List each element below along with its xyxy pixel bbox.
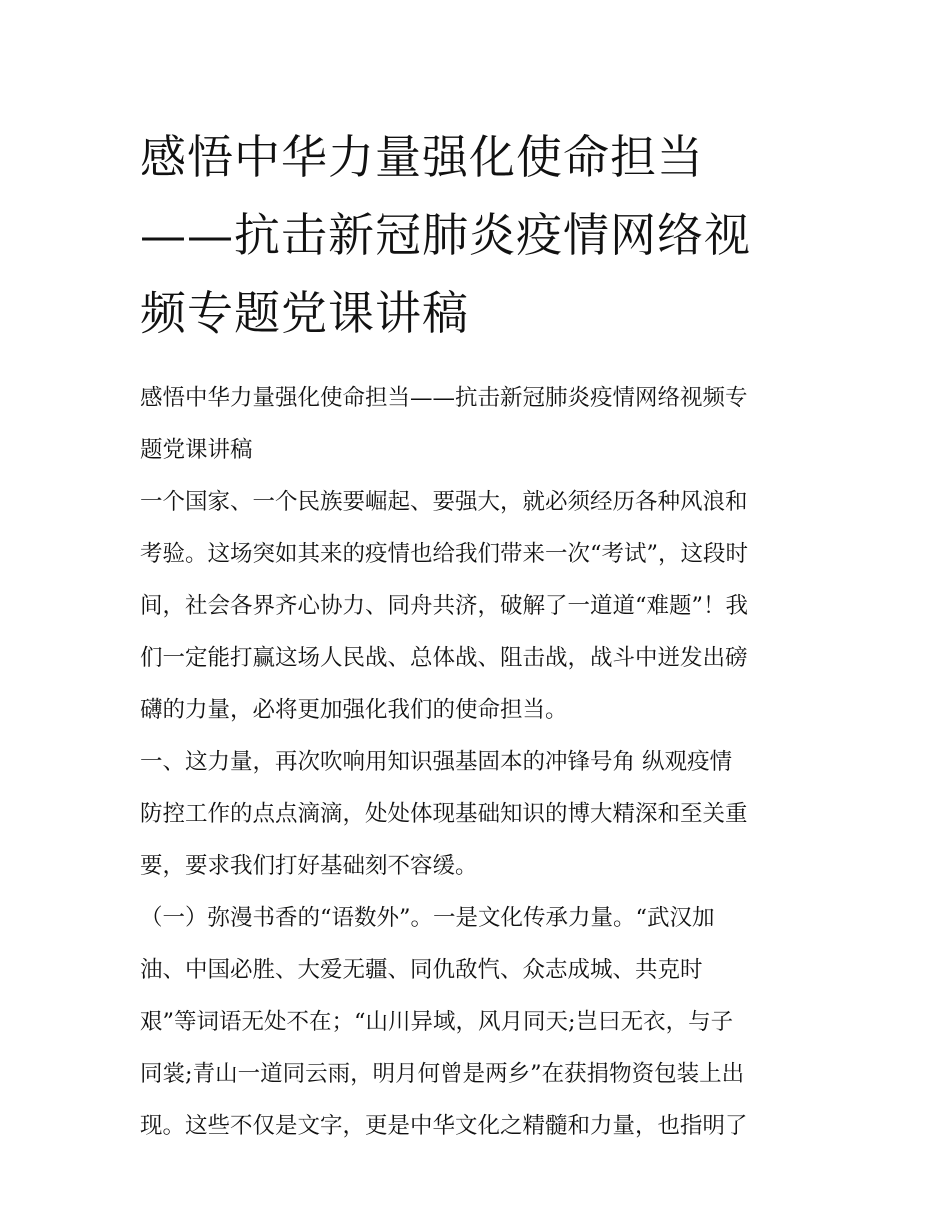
body-line: 现。这些不仅是文字，更是中华文化之精髓和力量，也指明了 xyxy=(140,1113,748,1139)
body-line: （一）弥漫书香的“语数外”。一是文化传承力量。“武汉加 xyxy=(140,905,715,931)
body-line: 间，社会各界齐心协力、同舟共济，破解了一道道“难题”！我 xyxy=(140,593,749,619)
document-title xyxy=(140,118,820,352)
title-line: ——抗击新冠肺炎疫情网络视 xyxy=(140,208,751,262)
body-line: 一、这力量，再次吹响用知识强基固本的冲锋号角 纵观疫情 xyxy=(140,749,733,775)
body-line: 感悟中华力量强化使命担当——抗击新冠肺炎疫情网络视频专 xyxy=(140,385,748,411)
body-line: 们一定能打赢这场人民战、总体战、阻击战，战斗中迸发出磅 xyxy=(140,645,748,671)
body-line: 艰”等词语无处不在；“山川异域，风月同天;岂曰无衣，与子 xyxy=(140,1009,734,1035)
body-line: 题党课讲稿 xyxy=(140,437,253,463)
title-line: 频专题党课讲稿 xyxy=(140,286,469,340)
title-line: 感悟中华力量强化使命担当 xyxy=(140,130,704,184)
body-line: 考验。这场突如其来的疫情也给我们带来一次“考试”，这段时 xyxy=(140,541,749,567)
body-line: 要，要求我们打好基础刻不容缓。 xyxy=(140,853,478,879)
body-line: 礴的力量，必将更加强化我们的使命担当。 xyxy=(140,697,568,723)
document-page xyxy=(140,118,820,1152)
document-body xyxy=(140,372,820,1152)
body-line: 防控工作的点点滴滴，处处体现基础知识的博大精深和至关重 xyxy=(140,801,748,827)
body-line: 油、中国必胜、大爱无疆、同仇敌忾、众志成城、共克时 xyxy=(140,957,703,983)
body-line: 同裳;青山一道同云雨，明月何曾是两乡”在获捐物资包装上出 xyxy=(140,1061,745,1087)
body-line: 一个国家、一个民族要崛起、要强大，就必须经历各种风浪和 xyxy=(140,489,748,515)
